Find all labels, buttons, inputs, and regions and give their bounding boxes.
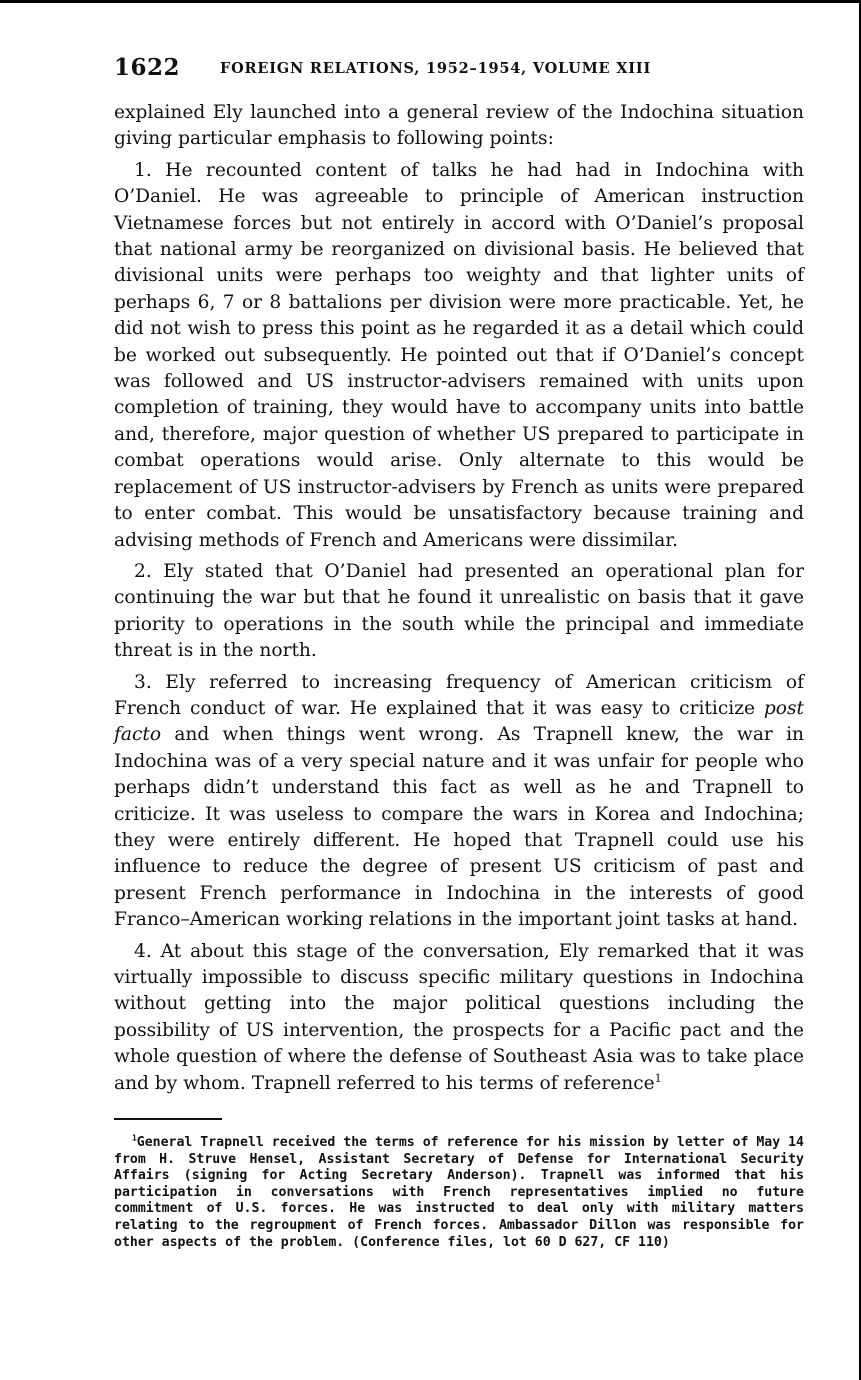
paragraph-point-4-text: 4. At about this stage of the conversation, Ely remarked that it was virtually impossible to discuss specific military questions in Indochina without getting into the major political questions including the possibility of US intervention, the prospects for a Pacific pact and the whole question of where the defense of Southeast Asia was to take place and by whom. Trapnell referred to his terms of reference [114, 940, 804, 1094]
top-border [0, 0, 861, 3]
paragraph-point-3-part-b: and when things went wrong. As Trapnell knew, the war in Indochina was of a very special nature and it was unfair for people who perhaps didn’t understand this fact as well as he and Trapnell to criticize. It was useless to compare the wars in Korea and Indochina; they were entirely different. He hoped that Trapnell could use his influence to reduce the degree of present US criticism of past and present French performance in Indochina in the interests of good Franco–American working relations in the important joint tasks at hand. [114, 724, 804, 931]
paragraph-point-2: 2. Ely stated that O’Daniel had presented an operational plan for continuing the war but that he found it unrealistic on basis that it gave priority to operations in the south while the principal and immediate threat is in the north. [114, 560, 804, 662]
footnote-separator [114, 1118, 222, 1120]
italic-phrase: post facto [114, 697, 804, 746]
paragraph-point-4 [114, 939, 804, 1097]
running-head: FOREIGN RELATIONS, 1952–1954, VOLUME XIII [220, 60, 652, 77]
paragraph-point-3 [114, 670, 804, 934]
page-header [114, 54, 804, 88]
body-text [114, 100, 804, 1097]
paragraph-point-3-part-a: 3. Ely referred to increasing frequency of American criticism of French conduct of war. He explained that it was easy to criticize [114, 671, 804, 719]
paragraph-point-1: 1. He recounted content of talks he had had in Indochina with O’Daniel. He was agreeable to principle of American instruction Vietnamese forces but not entirely in accord with O’Daniel’s proposal that national army be reorganized on divisional basis. He believed that divisional units were perhaps too weighty and that lighter units of perhaps 6, 7 or 8 battalions per division were more practicable. Yet, he did not wish to press this point as he regarded it as a detail which could be worked out subsequently. He pointed out that if O’Daniel’s concept was followed and US instructor-advisers remained with units upon completion of training, they would have to accompany units into battle and, therefore, major question of whether US prepared to participate in combat operations would arise. Only alternate to this would be replacement of US instructor-advisers by French as units were prepared to enter combat. This would be unsatisfactory because training and advising methods of French and Americans were dissimilar. [114, 159, 804, 551]
page-number: 1622 [114, 54, 181, 81]
footnote [114, 1135, 804, 1251]
footnote-1 [114, 1135, 804, 1251]
footnote-text: General Trapnell received the terms of reference for his mission by letter of May 14 from H. Struve Hensel, Assistant Secretary of Defense for International Security Affairs (signing for Acting Secretary Anderson). Trapnell was informed that his participation in conversations with French representatives implied no future commitment of U.S. forces. He was instructed to deal only with military matters relating to the regroupment of French forces. Ambassador Dillon was responsible for other aspects of the problem. (Conference files, lot 60 D 627, CF 110) [114, 1135, 804, 1250]
footnote-reference: 1 [654, 1071, 662, 1085]
footnote-marker: 1 [132, 1133, 137, 1143]
paragraph-continuation: explained Ely launched into a general review of the Indochina situation giving particular emphasis to following points: [114, 102, 804, 150]
